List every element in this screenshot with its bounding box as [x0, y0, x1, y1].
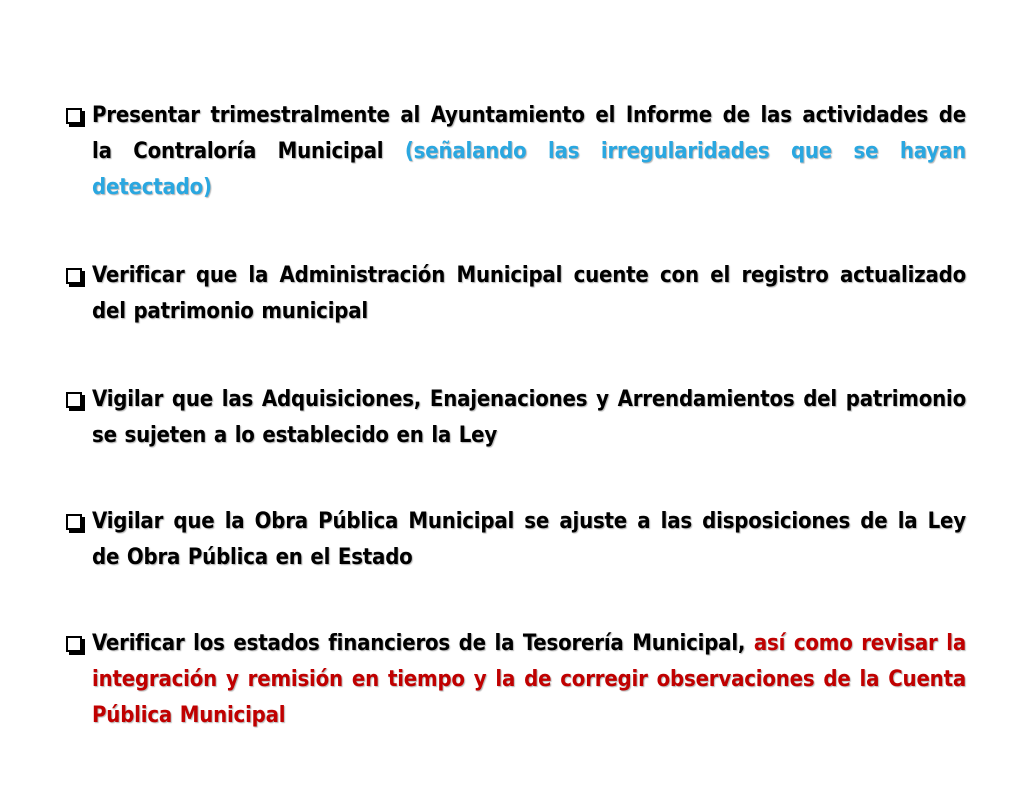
- square-checkbox-icon: [62, 626, 92, 662]
- item-text: Verificar que la Administración Municipal cuente con el registro actualizado del patrimonio municipal: [92, 263, 966, 324]
- list-item: [62, 626, 966, 734]
- square-checkbox-icon: [62, 98, 92, 134]
- item-text: [92, 98, 966, 206]
- square-checkbox-icon: [62, 504, 92, 540]
- square-checkbox-icon: [62, 258, 92, 294]
- list-item: [62, 98, 966, 206]
- list-item: [62, 258, 966, 330]
- item-text: Vigilar que la Obra Pública Municipal se ajuste a las disposiciones de la Ley de Obra Pública en el Estado: [92, 509, 966, 570]
- square-checkbox-icon: [62, 382, 92, 418]
- item-text: Vigilar que las Adquisiciones, Enajenaciones y Arrendamientos del patrimonio se sujeten a lo establecido en la Ley: [92, 387, 966, 448]
- item-text-highlight: (señalando las irregularidades que se hayan detectado): [92, 139, 966, 200]
- list-item: [62, 382, 966, 454]
- item-text: [92, 626, 966, 734]
- item-text-plain: Presentar trimestralmente al Ayuntamiento el Informe de las actividades de la Contraloría Municipal: [92, 103, 966, 164]
- item-text-plain: Verificar los estados financieros de la Tesorería Municipal,: [92, 631, 754, 656]
- list-item: [62, 504, 966, 576]
- bullet-list: [62, 98, 966, 786]
- item-text-highlight: así como revisar la integración y remisión en tiempo y la de corregir observaciones de la Cuenta Pública Municipal: [92, 631, 966, 728]
